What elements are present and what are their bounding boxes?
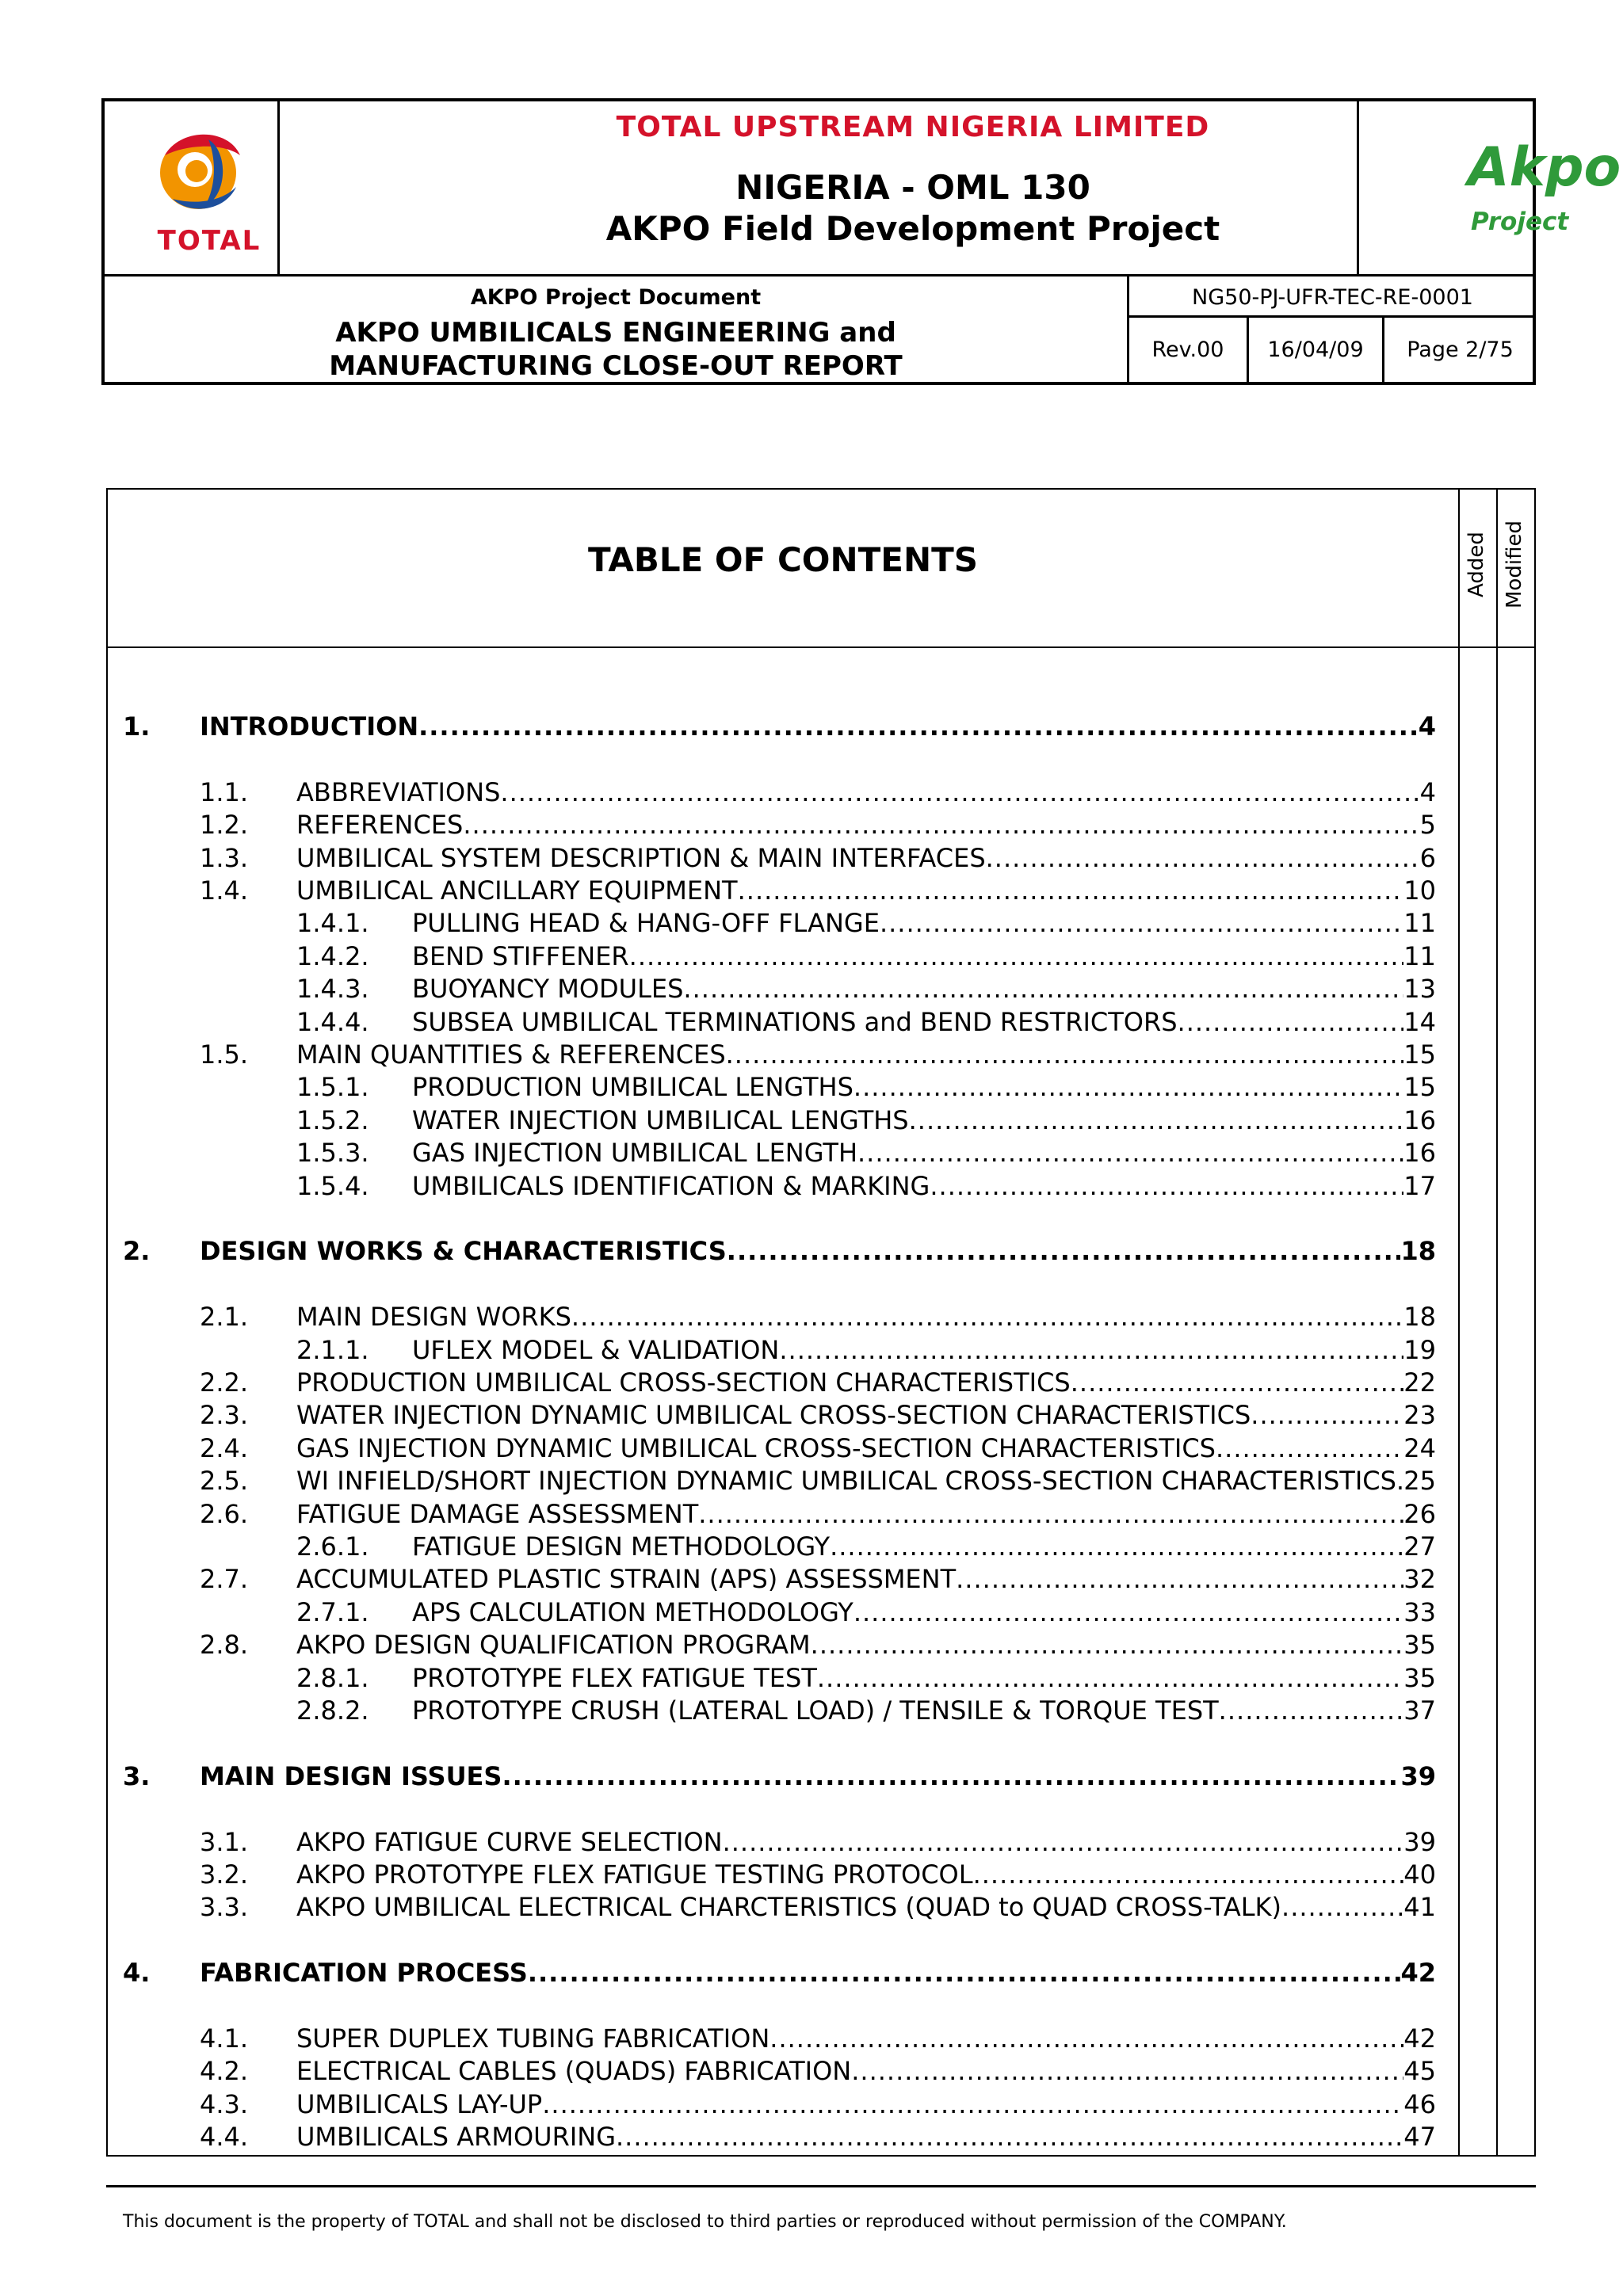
toc-page: 41 xyxy=(1403,1892,1436,1923)
toc-text: MAIN DESIGN WORKS xyxy=(296,1302,571,1333)
toc-number: 2.4. xyxy=(200,1432,249,1463)
toc-section[interactable] xyxy=(123,1760,1436,1792)
toc-text: UMBILICAL ANCILLARY EQUIPMENT xyxy=(296,875,738,906)
toc-text: UFLEX MODEL & VALIDATION xyxy=(412,1334,780,1365)
toc-text: MAIN DESIGN ISSUES xyxy=(200,1760,502,1791)
toc-number: 2.6.1. xyxy=(296,1531,369,1562)
toc-page: 46 xyxy=(1403,2088,1436,2119)
toc-page: 15 xyxy=(1403,1072,1436,1103)
toc-text: FATIGUE DESIGN METHODOLOGY xyxy=(412,1531,831,1562)
toc-entry[interactable] xyxy=(200,875,1436,906)
toc-leader xyxy=(500,776,1419,808)
toc-text: ABBREVIATIONS xyxy=(296,776,501,807)
toc-entry[interactable] xyxy=(296,1662,1436,1694)
toc-text: FATIGUE DAMAGE ASSESSMENT xyxy=(296,1498,699,1529)
toc-entry[interactable] xyxy=(296,973,1436,1005)
footer-divider xyxy=(106,2185,1536,2187)
toc-entry[interactable] xyxy=(200,1891,1436,1923)
toc-number: 1.4.2. xyxy=(296,940,369,971)
toc-number: 2.6. xyxy=(200,1498,249,1529)
toc-number: 2.8. xyxy=(200,1630,249,1661)
toc-page: 6 xyxy=(1419,842,1436,873)
modified-column-divider xyxy=(1496,490,1498,2155)
toc-text: GAS INJECTION UMBILICAL LENGTH xyxy=(412,1138,857,1169)
toc-number: 4.4. xyxy=(200,2122,249,2153)
toc-entry[interactable] xyxy=(200,2023,1436,2054)
header-divider-right xyxy=(1129,315,1533,318)
toc-text: SUBSEA UMBILICAL TERMINATIONS and BEND RESTRICTORS xyxy=(412,1006,1178,1037)
toc-number: 1.5.3. xyxy=(296,1138,369,1169)
toc-number: 1.5.2. xyxy=(296,1104,369,1135)
toc-text: PROTOTYPE CRUSH (LATERAL LOAD) / TENSILE & TORQUE TEST xyxy=(412,1695,1219,1726)
toc-number: 2.8.2. xyxy=(296,1695,369,1726)
toc-number: 2.1.1. xyxy=(296,1334,369,1365)
akpo-logo-subtitle: Project xyxy=(1471,208,1569,236)
toc-title-divider xyxy=(108,646,1534,648)
toc-number: 1.2. xyxy=(200,810,249,841)
total-logo-icon xyxy=(149,124,252,219)
footer-disclaimer: This document is the property of TOTAL and shall not be disclosed to third parties or reproduced without permission of the COMPANY. xyxy=(123,2212,1287,2232)
company-name: TOTAL UPSTREAM NIGERIA LIMITED xyxy=(616,111,1210,143)
toc-leader xyxy=(857,1137,1403,1169)
toc-entry[interactable] xyxy=(200,1367,1436,1398)
toc-page: 26 xyxy=(1403,1498,1436,1529)
toc-entry[interactable] xyxy=(296,1170,1436,1202)
toc-number: 1.5.1. xyxy=(296,1072,369,1103)
toc-page: 5 xyxy=(1419,810,1436,841)
toc-text: AKPO UMBILICAL ELECTRICAL CHARCTERISTICS (QUAD to QUAD CROSS-TALK) xyxy=(296,1892,1282,1923)
akpo-logo: Akpo xyxy=(1468,136,1621,199)
toc-page: 45 xyxy=(1403,2056,1436,2087)
toc-text: PULLING HEAD & HANG-OFF FLANGE xyxy=(412,908,880,939)
toc-entry[interactable] xyxy=(200,1498,1436,1530)
toc-leader xyxy=(986,842,1420,874)
toc-entry[interactable] xyxy=(296,1695,1436,1726)
toc-number: 3.1. xyxy=(200,1826,249,1857)
toc-entry[interactable] xyxy=(200,2088,1436,2120)
toc-page: 42 xyxy=(1400,1958,1436,1989)
toc-leader xyxy=(830,1531,1403,1562)
toc-number: 4. xyxy=(123,1958,151,1989)
toc-entry[interactable] xyxy=(200,1301,1436,1333)
toc-text: PRODUCTION UMBILICAL LENGTHS xyxy=(412,1072,854,1103)
toc-leader xyxy=(930,1170,1403,1202)
toc-leader xyxy=(727,1235,1401,1267)
toc-leader xyxy=(1216,1432,1403,1464)
toc-text: UMBILICALS IDENTIFICATION & MARKING xyxy=(412,1170,930,1201)
toc-leader xyxy=(1178,1006,1404,1038)
total-logo-text: TOTAL xyxy=(157,225,262,257)
toc-text: WI INFIELD/SHORT INJECTION DYNAMIC UMBILICAL CROSS-SECTION CHARACTERISTICS xyxy=(296,1466,1396,1497)
toc-number: 1.4. xyxy=(200,875,249,906)
toc-number: 2.8.1. xyxy=(296,1662,369,1693)
toc-page: 10 xyxy=(1403,875,1436,906)
added-column-label: Added xyxy=(1465,532,1488,597)
toc-text: UMBILICALS ARMOURING xyxy=(296,2122,616,2153)
toc-leader xyxy=(502,1760,1400,1792)
toc-entry[interactable] xyxy=(200,776,1436,808)
toc-section[interactable] xyxy=(123,1957,1436,1989)
toc-leader xyxy=(723,1826,1404,1858)
modified-column-label: Modified xyxy=(1503,521,1526,608)
toc-number: 1.1. xyxy=(200,776,249,807)
toc-leader xyxy=(1219,1695,1404,1726)
logo-divider xyxy=(277,101,280,274)
toc-number: 1. xyxy=(123,711,151,742)
toc-text: UMBILICAL SYSTEM DESCRIPTION & MAIN INTERFACES xyxy=(296,842,986,873)
toc-section[interactable] xyxy=(123,711,1436,742)
toc-leader xyxy=(851,2055,1403,2087)
toc-entry[interactable] xyxy=(200,809,1436,841)
toc-leader xyxy=(769,2023,1403,2054)
toc-entry[interactable] xyxy=(200,1399,1436,1431)
toc-number: 4.1. xyxy=(200,2023,249,2054)
toc-entry[interactable] xyxy=(296,1137,1436,1169)
project-title-line2: AKPO Field Development Project xyxy=(605,209,1220,248)
toc-entry[interactable] xyxy=(200,1826,1436,1858)
toc-number: 2.7.1. xyxy=(296,1596,369,1627)
toc-page: 11 xyxy=(1403,908,1436,939)
toc-page: 4 xyxy=(1418,711,1436,742)
toc-page: 16 xyxy=(1403,1138,1436,1169)
toc-leader xyxy=(1251,1399,1403,1431)
toc-text: ACCUMULATED PLASTIC STRAIN (APS) ASSESSMENT xyxy=(296,1564,957,1595)
document-title-line1: AKPO UMBILICALS ENGINEERING and xyxy=(335,317,896,349)
toc-section[interactable] xyxy=(123,1235,1436,1267)
toc-number: 2.5. xyxy=(200,1466,249,1497)
toc-page: 39 xyxy=(1400,1760,1436,1791)
toc-leader xyxy=(542,2088,1403,2120)
toc-number: 4.2. xyxy=(200,2056,249,2087)
toc-number: 3.2. xyxy=(200,1859,249,1890)
header-divider xyxy=(105,274,1533,277)
toc-page: 47 xyxy=(1403,2122,1436,2153)
toc-leader xyxy=(811,1629,1404,1661)
toc-page: 35 xyxy=(1403,1630,1436,1661)
toc-leader xyxy=(817,1662,1403,1694)
toc-text: BEND STIFFENER xyxy=(412,940,629,971)
toc-page: 35 xyxy=(1403,1662,1436,1693)
toc-number: 3.3. xyxy=(200,1892,249,1923)
toc-number: 1.3. xyxy=(200,842,249,873)
toc-entry[interactable] xyxy=(200,2055,1436,2087)
toc-page: 27 xyxy=(1403,1531,1436,1562)
document-title-line2: MANUFACTURING CLOSE-OUT REPORT xyxy=(329,350,903,382)
toc-entry[interactable] xyxy=(296,1104,1436,1136)
toc-page: 42 xyxy=(1403,2023,1436,2054)
toc-leader xyxy=(683,973,1403,1005)
toc-entry[interactable] xyxy=(296,1596,1436,1628)
toc-number: 2.2. xyxy=(200,1367,249,1398)
toc-text: DESIGN WORKS & CHARACTERISTICS xyxy=(200,1236,727,1267)
toc-number: 3. xyxy=(123,1760,151,1791)
toc-entry[interactable] xyxy=(200,1465,1436,1497)
toc-number: 1.4.4. xyxy=(296,1006,369,1037)
toc-leader xyxy=(1396,1465,1403,1497)
toc-text: SUPER DUPLEX TUBING FABRICATION xyxy=(296,2023,770,2054)
toc-page: 15 xyxy=(1403,1039,1436,1070)
toc-entry[interactable] xyxy=(200,1629,1436,1661)
toc-leader xyxy=(571,1301,1403,1333)
toc-text: APS CALCULATION METHODOLOGY xyxy=(412,1596,854,1627)
added-column-divider xyxy=(1458,490,1460,2155)
toc-page: 4 xyxy=(1419,776,1436,807)
document-header xyxy=(101,98,1621,385)
toc-page: 25 xyxy=(1403,1466,1436,1497)
toc-text: REFERENCES xyxy=(296,810,464,841)
toc-number: 1.5. xyxy=(200,1039,249,1070)
revision: Rev.00 xyxy=(1151,338,1224,362)
toc-leader xyxy=(463,809,1419,841)
toc-text: PROTOTYPE FLEX FATIGUE TEST xyxy=(412,1662,817,1693)
toc-text: PRODUCTION UMBILICAL CROSS-SECTION CHARACTERISTICS xyxy=(296,1367,1071,1398)
toc-entry[interactable] xyxy=(296,1334,1436,1366)
toc-entry[interactable] xyxy=(296,907,1436,939)
toc-text: FABRICATION PROCESS xyxy=(200,1958,528,1989)
toc-number: 1.5.4. xyxy=(296,1170,369,1201)
toc-leader xyxy=(854,1071,1403,1103)
toc-leader xyxy=(738,875,1404,906)
toc-leader xyxy=(726,1039,1404,1070)
toc-entry[interactable] xyxy=(200,1563,1436,1595)
toc-leader xyxy=(854,1596,1403,1628)
toc-text: ELECTRICAL CABLES (QUADS) FABRICATION xyxy=(296,2056,852,2087)
toc-text: AKPO DESIGN QUALIFICATION PROGRAM xyxy=(296,1630,811,1661)
toc-leader xyxy=(1071,1367,1404,1398)
toc-page: 37 xyxy=(1403,1695,1436,1726)
toc-number: 1.4.3. xyxy=(296,974,369,1005)
document-label: AKPO Project Document xyxy=(470,285,762,310)
toc-page: 19 xyxy=(1403,1334,1436,1365)
toc-text: WATER INJECTION DYNAMIC UMBILICAL CROSS-SECTION CHARACTERISTICS xyxy=(296,1400,1251,1431)
toc-number: 4.3. xyxy=(200,2088,249,2119)
toc-leader xyxy=(528,1957,1401,1989)
page-number: Page 2/75 xyxy=(1407,338,1514,362)
project-title-line1: NIGERIA - OML 130 xyxy=(735,168,1090,207)
toc-page: 17 xyxy=(1403,1170,1436,1201)
toc-page: 13 xyxy=(1403,974,1436,1005)
toc-entry[interactable] xyxy=(296,1071,1436,1103)
toc-leader xyxy=(909,1104,1404,1136)
toc-number: 2.1. xyxy=(200,1302,249,1333)
toc-page: 39 xyxy=(1403,1826,1436,1857)
toc-entry[interactable] xyxy=(200,842,1436,874)
toc-number: 2. xyxy=(123,1236,151,1267)
toc-entry[interactable] xyxy=(200,1432,1436,1464)
toc-entry[interactable] xyxy=(200,1039,1436,1070)
toc-entry[interactable] xyxy=(296,1006,1436,1038)
toc-page: 24 xyxy=(1403,1432,1436,1463)
toc-number: 2.7. xyxy=(200,1564,249,1595)
toc-page: 18 xyxy=(1403,1302,1436,1333)
toc-page: 16 xyxy=(1403,1104,1436,1135)
toc-text: AKPO PROTOTYPE FLEX FATIGUE TESTING PROTOCOL xyxy=(296,1859,973,1890)
toc-title: TABLE OF CONTENTS xyxy=(587,540,979,579)
toc-leader xyxy=(698,1498,1403,1530)
toc-entry[interactable] xyxy=(200,2121,1436,2153)
toc-page: 32 xyxy=(1403,1564,1436,1595)
toc-number: 1.4.1. xyxy=(296,908,369,939)
toc-text: WATER INJECTION UMBILICAL LENGTHS xyxy=(412,1104,909,1135)
toc-leader xyxy=(1281,1891,1403,1923)
toc-leader xyxy=(779,1334,1403,1366)
toc-leader xyxy=(616,2121,1403,2153)
toc-page: 11 xyxy=(1403,940,1436,971)
toc-page: 40 xyxy=(1403,1859,1436,1890)
toc-entry[interactable] xyxy=(200,1859,1436,1890)
toc-text: MAIN QUANTITIES & REFERENCES xyxy=(296,1039,726,1070)
toc-text: BUOYANCY MODULES xyxy=(412,974,684,1005)
toc-entry[interactable] xyxy=(296,1531,1436,1562)
toc-page: 18 xyxy=(1400,1236,1436,1267)
toc-text: INTRODUCTION xyxy=(200,711,419,742)
toc-page: 14 xyxy=(1403,1006,1436,1037)
toc-page: 33 xyxy=(1403,1596,1436,1627)
toc-leader xyxy=(629,940,1404,972)
toc-leader xyxy=(956,1563,1403,1595)
toc-entry[interactable] xyxy=(296,940,1436,972)
document-number: NG50-PJ-UFR-TEC-RE-0001 xyxy=(1192,285,1473,310)
toc-leader xyxy=(880,907,1403,939)
toc-text: AKPO FATIGUE CURVE SELECTION xyxy=(296,1826,723,1857)
toc-text: GAS INJECTION DYNAMIC UMBILICAL CROSS-SECTION CHARACTERISTICS xyxy=(296,1432,1216,1463)
document-date: 16/04/09 xyxy=(1267,338,1364,362)
toc-text: UMBILICALS LAY-UP xyxy=(296,2088,543,2119)
toc-page: 22 xyxy=(1403,1367,1436,1398)
toc-leader xyxy=(418,711,1419,742)
toc-page: 23 xyxy=(1403,1400,1436,1431)
toc-number: 2.3. xyxy=(200,1400,249,1431)
toc-leader xyxy=(973,1859,1404,1890)
